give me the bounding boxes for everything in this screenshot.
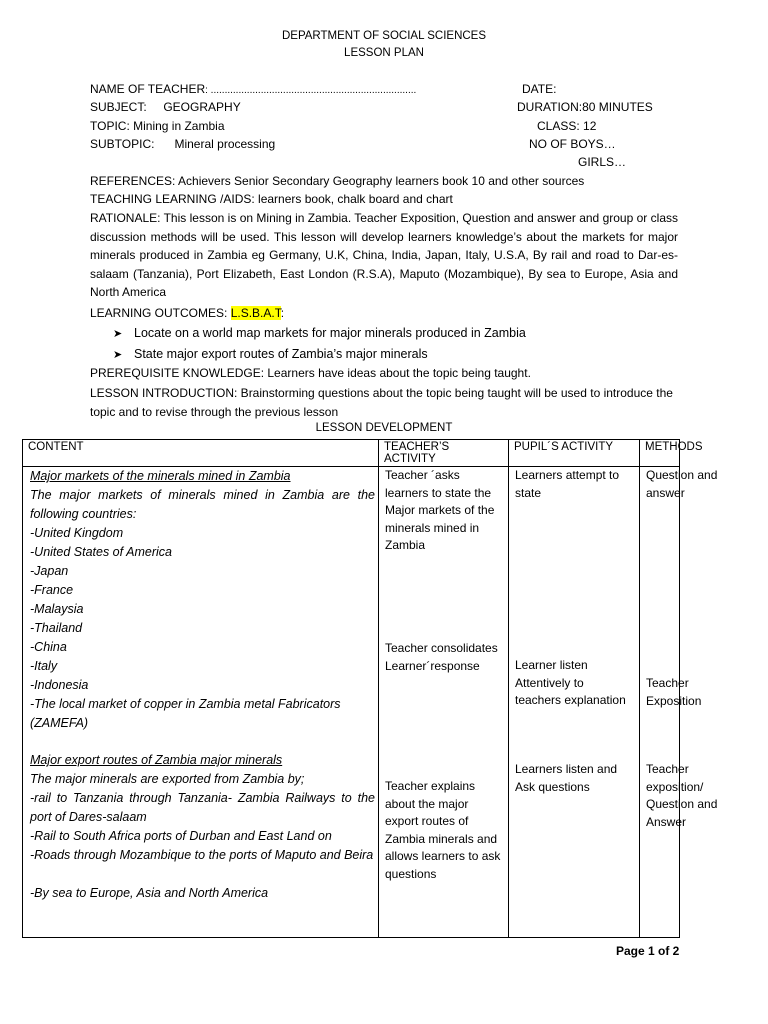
references-label: REFERENCES: [90, 174, 173, 188]
class-value: 12: [583, 119, 597, 133]
prereq-row: [90, 366, 531, 380]
outcomes-colon: :: [280, 306, 285, 320]
method-2: Teacher Exposition: [646, 676, 702, 708]
aids-row: [90, 192, 453, 206]
header-content: CONTENT: [23, 440, 379, 467]
pupil-activity-3: Learners listen and Ask questions: [515, 762, 618, 794]
route-item: -Rail to South Africa ports of Durban and East Land on: [30, 829, 332, 843]
teacher-activity-3: Teacher explains about the major export routes of Zambia minerals and allows learners to ask questions: [385, 779, 501, 881]
country-item: -United Kingdom: [30, 526, 124, 540]
arrow-bullet-icon: ➤: [113, 349, 123, 361]
content-cell: [23, 467, 379, 938]
girls-label: GIRLS…: [578, 155, 627, 169]
rationale-paragraph: [90, 209, 678, 302]
country-item: -Thailand: [30, 621, 83, 635]
page-number: Page 1 of 2: [616, 944, 680, 958]
boys-label: NO OF BOYS…: [529, 137, 616, 151]
content-heading-routes: Major export routes of Zambia major minerals: [30, 753, 283, 767]
subtopic-row: [90, 137, 275, 151]
country-item: -China: [30, 640, 67, 654]
date-label: DATE: [522, 82, 554, 96]
subject-row: [90, 100, 241, 114]
boys-row: [529, 137, 616, 151]
header-pupil-activity: PUPIL´S ACTIVITY: [509, 440, 640, 467]
table-header-row: [23, 440, 680, 467]
table-row: [23, 467, 680, 938]
teacher-row: [90, 82, 416, 96]
teacher-value: : ..........................................................................: [205, 85, 417, 96]
country-item: -Malaysia: [30, 602, 84, 616]
teacher-label: NAME OF TEACHER: [90, 82, 206, 96]
country-item: -Japan: [30, 564, 69, 578]
route-item: -By sea to Europe, Asia and North America: [30, 886, 269, 900]
teacher-activity-cell: [379, 467, 509, 938]
class-row: [537, 119, 596, 133]
local-market-item: -The local market of copper in Zambia metal Fabricators (ZAMEFA): [30, 697, 341, 730]
header-methods: METHODS: [640, 440, 680, 467]
method-3: Teacher exposition/ Question and Answer: [646, 762, 718, 829]
references-row: [90, 174, 584, 188]
duration-row: [517, 100, 653, 114]
lesson-development-table: [22, 439, 718, 938]
outcome-item: [113, 347, 428, 361]
girls-row: [578, 155, 626, 169]
rationale-value: : This lesson is on Mining in Zambia. Teacher Exposition, Question and answer and group or class discussion methods will be used. This lesson will develop learners knowledge’s about the markets for major minerals produced in Zambia eg Germany, U.K, China, India, Japan, Italy, U.S.A, By rail and road to Dar-es-salaam (Tanzania), Port Elizabeth, East London (R.S.A), Maputo (Mozambique), By sea to Europe, Asia and North America: [90, 211, 678, 300]
route-item: -rail to Tanzania through Tanzania- Zambia Railways to the port of Dares-salaam: [30, 791, 375, 824]
country-item: -United States of America: [30, 545, 172, 559]
references-value: : Achievers Senior Secondary Geography learners book 10 and other sources: [172, 174, 585, 188]
content-intro-routes: The major minerals are exported from Zambia by;: [30, 772, 305, 786]
subtopic-label: SUBTOPIC: [90, 137, 152, 151]
outcome-item: [113, 326, 526, 340]
rationale-label: RATIONALE: [90, 211, 158, 225]
topic-label: TOPIC: [90, 119, 127, 133]
subtopic-value: : Mineral processing: [151, 137, 276, 151]
intro-value: : Brainstorming questions about the topic being taught will be used to introduce the topic and to revise through the previous lesson: [90, 386, 673, 419]
pupil-activity-2: Learner listen Attentively to teachers explanation: [515, 658, 626, 707]
header-teacher-activity: TEACHER’S ACTIVITY: [379, 440, 509, 467]
prereq-value: : Learners have ideas about the topic being taught.: [260, 366, 531, 380]
content-heading-markets: Major markets of the minerals mined in Zambia: [30, 469, 291, 483]
pupil-activity-cell: [509, 467, 640, 938]
class-label: CLASS:: [537, 119, 580, 133]
duration-value: :80 MINUTES: [578, 100, 653, 114]
methods-cell: [640, 467, 718, 938]
subject-label: SUBJECT: [90, 100, 144, 114]
date-row: [522, 82, 556, 96]
method-1: Question and answer: [646, 468, 718, 500]
subject-value: : GEOGRAPHY: [143, 100, 241, 114]
teacher-activity-1: Teacher ´asks learners to state the Major markets of the minerals mined in Zambia: [385, 468, 495, 552]
arrow-bullet-icon: ➤: [113, 328, 123, 340]
department-heading: DEPARTMENT OF SOCIAL SCIENCES: [281, 30, 487, 42]
outcomes-row: [90, 306, 284, 320]
intro-paragraph: [90, 384, 678, 421]
country-item: -France: [30, 583, 74, 597]
topic-row: [90, 119, 225, 133]
outcomes-label: LEARNING OUTCOMES:: [90, 306, 231, 320]
country-item: -Italy: [30, 659, 58, 673]
date-value: :: [553, 82, 557, 96]
prereq-label: PREREQUISITE KNOWLEDGE: [90, 366, 261, 380]
lesson-development-title: LESSON DEVELOPMENT: [315, 422, 453, 434]
lsbat-highlight: L.S.B.A.T: [230, 306, 281, 320]
outcome-text: Locate on a world map markets for major minerals produced in Zambia: [134, 326, 526, 340]
pupil-activity-1: Learners attempt to state: [515, 468, 620, 500]
intro-label: LESSON INTRODUCTION: [90, 386, 235, 400]
route-item: -Roads through Mozambique to the ports of Maputo and Beira: [30, 848, 374, 862]
outcome-text: State major export routes of Zambia’s major minerals: [134, 347, 428, 361]
country-item: -Indonesia: [30, 678, 89, 692]
aids-label: TEACHING LEARNING /AIDS: [90, 192, 252, 206]
document-title: LESSON PLAN: [344, 47, 424, 59]
aids-value: : learners book, chalk board and chart: [251, 192, 453, 206]
duration-label: DURATION: [517, 100, 579, 114]
content-intro-markets: The major markets of minerals mined in Zambia are the following countries:: [30, 488, 375, 521]
teacher-activity-2: Teacher consolidates Learner´response: [385, 641, 498, 673]
topic-value: : Mining in Zambia: [126, 119, 225, 133]
